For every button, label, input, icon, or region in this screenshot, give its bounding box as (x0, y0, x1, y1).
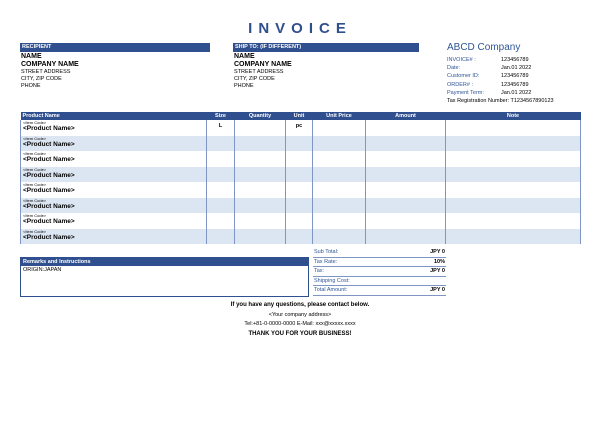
product-name: <Product Name> (23, 156, 75, 163)
recipient-block (21, 53, 79, 91)
footer-thanks: THANK YOU FOR YOUR BUSINESS! (248, 330, 352, 337)
item-size (207, 182, 235, 198)
item-code: <Item Code> (23, 151, 47, 156)
item-unit (286, 182, 313, 198)
table-row (21, 151, 581, 167)
item-size: L (207, 120, 235, 136)
col-amount: Amount (366, 112, 446, 120)
item-quantity (235, 213, 286, 229)
invoice-number-label: INVOICE# : (447, 57, 476, 63)
item-size (207, 229, 235, 245)
item-size (207, 151, 235, 167)
item-note (446, 213, 581, 229)
date-label: Date: (447, 65, 461, 72)
product-name: <Product Name> (23, 187, 75, 194)
ship-to-city: CITY, ZIP CODE (234, 76, 275, 83)
item-unit (286, 136, 313, 152)
item-unit-price (313, 198, 366, 214)
ship-to-header: SHIP TO: (IF DIFFERENT) (233, 43, 419, 52)
total-value: JPY 0 (430, 287, 445, 293)
tax-rate-label: Tax Rate: (314, 258, 338, 265)
footer-tel-email: Tel:+81-0-0000-0000 E-Mail: xxx@xxxxx.xxxx (244, 321, 356, 327)
order-number-label: ORDER# : (447, 81, 473, 88)
item-unit-price (313, 213, 366, 229)
item-unit (286, 151, 313, 167)
product-name: <Product Name> (23, 233, 75, 241)
customer-id-value: 123456789 (501, 73, 529, 80)
item-note (446, 198, 581, 214)
totals-block (313, 248, 446, 296)
item-note (446, 120, 581, 136)
item-code: <Item Code> (23, 213, 47, 218)
item-size (207, 198, 235, 214)
item-note (446, 167, 581, 183)
ship-to-block (234, 53, 292, 91)
customer-id-label: Customer ID: (447, 73, 480, 80)
shipping-row (313, 277, 446, 287)
item-size (207, 213, 235, 229)
item-amount (366, 151, 446, 167)
col-note: Note (446, 112, 581, 120)
item-size (207, 136, 235, 152)
items-table (20, 112, 581, 244)
payment-term-label: Payment Term: (447, 89, 484, 96)
recipient-name: NAME (21, 53, 42, 60)
item-quantity (235, 182, 286, 198)
tax-row (313, 267, 446, 277)
item-quantity (235, 167, 286, 183)
tax-label: Tax: (314, 268, 325, 274)
item-quantity (235, 120, 286, 136)
invoice-title: INVOICE (248, 20, 352, 37)
tax-registration: Tax Registration Number: T1234567890123 (447, 98, 554, 105)
item-code: <Item Code> (23, 197, 47, 203)
item-note (446, 229, 581, 245)
order-number-value: 123456789 (501, 81, 529, 88)
item-quantity (235, 229, 286, 245)
table-row (21, 229, 581, 245)
col-quantity: Quantity (235, 112, 286, 120)
table-row (21, 136, 581, 152)
total-row (313, 286, 446, 296)
ship-to-name: NAME (234, 53, 255, 60)
col-unit: Unit (286, 112, 313, 120)
product-name: <Product Name> (23, 171, 75, 179)
item-code: <Item Code> (23, 120, 47, 125)
date-value: Jan.01 2022 (501, 65, 532, 72)
items-header-row (21, 112, 581, 120)
item-code: <Item Code> (23, 228, 47, 234)
subtotal-value: JPY 0 (430, 249, 445, 255)
item-unit-price (313, 229, 366, 245)
company-name: ABCD Company (447, 42, 521, 53)
tax-value: JPY 0 (430, 268, 445, 274)
product-name: <Product Name> (23, 140, 75, 148)
item-code: <Item Code> (23, 135, 47, 141)
recipient-phone: PHONE (21, 83, 41, 90)
product-name: <Product Name> (23, 125, 75, 132)
item-amount (366, 198, 446, 214)
recipient-street: STREET ADDRESS (21, 69, 71, 75)
item-unit (286, 213, 313, 229)
item-amount (366, 167, 446, 183)
shipping-label: Shipping Cost: (314, 277, 350, 284)
item-code: <Item Code> (23, 166, 47, 172)
col-unit-price: Unit Price (313, 112, 366, 120)
item-amount (366, 136, 446, 152)
table-row (21, 120, 581, 136)
item-unit-price (313, 182, 366, 198)
remarks-box (20, 257, 309, 297)
table-row (21, 167, 581, 183)
recipient-header: RECIPIENT (20, 43, 210, 52)
subtotal-label: Sub Total: (314, 249, 339, 255)
product-name: <Product Name> (23, 202, 75, 210)
item-unit (286, 167, 313, 183)
item-unit (286, 229, 313, 245)
item-unit-price (313, 151, 366, 167)
tax-rate-row (313, 258, 446, 268)
item-amount (366, 213, 446, 229)
item-unit-price (313, 136, 366, 152)
tax-rate-value: 10% (433, 258, 445, 265)
total-label: Total Amount: (314, 287, 348, 293)
footer-contact-line: If you have any questions, please contact below. (230, 302, 370, 308)
item-amount (366, 229, 446, 245)
col-product-name: Product Name (21, 112, 207, 120)
item-note (446, 182, 581, 198)
item-note (446, 136, 581, 152)
item-unit: pc (286, 120, 313, 136)
item-amount (366, 120, 446, 136)
invoice-number-value: 123456789 (501, 57, 529, 63)
item-unit (286, 198, 313, 214)
table-row (21, 198, 581, 214)
item-note (446, 151, 581, 167)
item-size (207, 167, 235, 183)
ship-to-company: COMPANY NAME (234, 61, 292, 68)
item-quantity (235, 198, 286, 214)
table-row (21, 213, 581, 229)
item-code: <Item Code> (23, 182, 47, 187)
table-row (21, 182, 581, 198)
invoice-meta (447, 56, 554, 105)
recipient-city: CITY, ZIP CODE (21, 76, 62, 83)
item-unit-price (313, 120, 366, 136)
item-quantity (235, 151, 286, 167)
ship-to-street: STREET ADDRESS (234, 69, 284, 75)
ship-to-phone: PHONE (234, 83, 254, 90)
product-name: <Product Name> (23, 218, 75, 225)
recipient-company: COMPANY NAME (21, 61, 79, 68)
footer-address: <Your company address> (268, 311, 332, 318)
col-size: Size (207, 112, 235, 120)
item-quantity (235, 136, 286, 152)
item-amount (366, 182, 446, 198)
remarks-header: Remarks and Instructions (21, 258, 308, 266)
payment-term-value: Jan.01 2022 (501, 89, 532, 96)
remarks-text: ORIGIN:JAPAN (23, 267, 62, 273)
subtotal-row (313, 248, 446, 258)
footer (0, 301, 600, 339)
item-unit-price (313, 167, 366, 183)
